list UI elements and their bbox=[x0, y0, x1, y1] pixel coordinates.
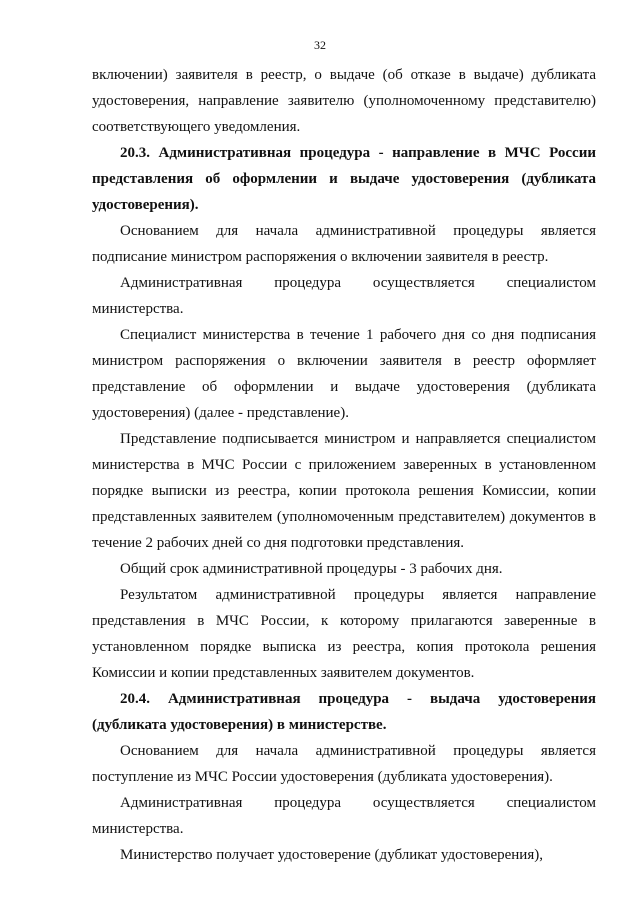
paragraph-continuation: включении) заявителя в реестр, о выдаче (об отказе в выдаче) дубликата удостоверения, направление заявителю (уполномоченному представителю) соответствующего уведомления. bbox=[92, 67, 596, 135]
paragraph: Общий срок административной процедуры - 3 рабочих дня. bbox=[120, 561, 503, 577]
document-body bbox=[92, 62, 596, 868]
section-heading-20-4: 20.4. Административная процедура - выдача удостоверения (дубликата удостоверения) в министерстве. bbox=[92, 691, 596, 733]
paragraph: Результатом административной процедуры является направление представления в МЧС России, к которому прилагаются заверенные в установленном порядке выписка из реестра, копия протокола решения Комиссии и копии представленных заявителем документов. bbox=[92, 587, 596, 681]
page-number: 32 bbox=[314, 38, 326, 52]
paragraph: Представление подписывается министром и направляется специалистом министерства в МЧС России с приложением заверенных в установленном порядке выписки из реестра, копии протокола решения Комиссии, копии представленных заявителем (уполномоченным представителем) документов в течение 2 рабочих дней со дня подготовки представления. bbox=[92, 431, 596, 551]
paragraph: Министерство получает удостоверение (дубликат удостоверения), bbox=[120, 847, 543, 863]
section-heading-20-3: 20.3. Административная процедура - направление в МЧС России представления об оформлении и выдаче удостоверения (дубликата удостоверения). bbox=[92, 145, 596, 213]
paragraph: Специалист министерства в течение 1 рабочего дня со дня подписания министром распоряжения о включении заявителя в реестр оформляет представление об оформлении и выдаче удостоверения (дубликата удостоверения) (далее - представление). bbox=[92, 327, 596, 421]
paragraph: Основанием для начала административной процедуры является подписание министром распоряжения о включении заявителя в реестр. bbox=[92, 223, 596, 265]
paragraph: Основанием для начала административной процедуры является поступление из МЧС России удостоверения (дубликата удостоверения). bbox=[92, 743, 596, 785]
paragraph: Административная процедура осуществляется специалистом министерства. bbox=[92, 275, 596, 317]
paragraph: Административная процедура осуществляется специалистом министерства. bbox=[92, 795, 596, 837]
